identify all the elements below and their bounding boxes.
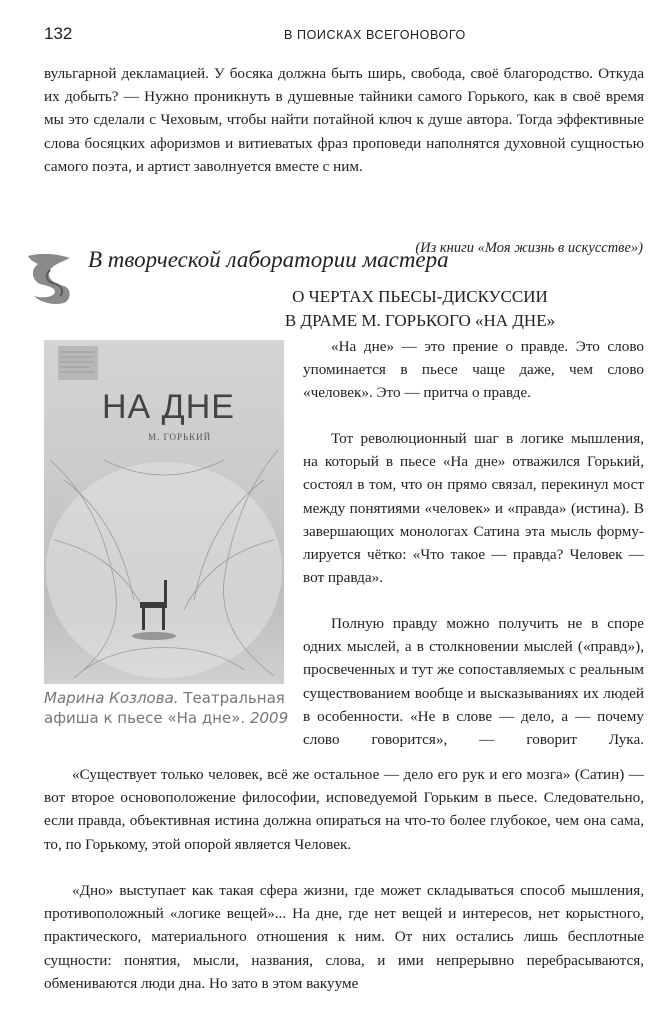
theatre-poster-image xyxy=(44,340,284,684)
caption-year: 2009 xyxy=(245,709,289,727)
section-title: В творческой лаборатории мастера xyxy=(88,247,449,272)
intro-paragraph: вульгарной декламацией. У босяка должна быть ширь, свобода, своё благородство. Откуда их добыть? — Нужно проникнуть в душевные тайники самого Горького, как в своё время мы это сделали с Чеховым, чтобы найти потайной ключ к душе автора. Тогда эффективные слова босяцких афоризмов и витиеватых фраз проповеди наполнятся духовной сущностью самого поэта, и артист заволнуется вместе с ним. xyxy=(44,65,644,175)
article-title-line-1: О ЧЕРТАХ ПЬЕСЫ-ДИСКУССИИ xyxy=(292,287,548,306)
body-paragraph-5: «Дно» выступает как такая сфера жизни, где может складываться способ мышления, противоположный «логике вещей»... На дне, где нет вещей и интересов, нет корыстного, практического, материального отношения к ним. От них остались лишь бесплотные сущности: понятия, мысли, названия, слова, и ими непрерывно перебрасываются, обмениваются люди дна. Но зато в этом вакууме xyxy=(44,882,644,992)
poster-title: НА ДНЕ xyxy=(102,388,235,426)
poster-author: М. ГОРЬКИЙ xyxy=(148,432,212,442)
body-paragraph-2: Тот революционный шаг в логике мышления, на который в пьесе «На дне» отважился Горький, состоял в том, что он прямо связал, перекинул мост между понятиями «человек» и «правда» (истина). В завершающих монологах Сатина эта мысль формулируется чётко: «Что такое — правда? Человек — вот правда». xyxy=(303,430,644,587)
body-paragraph-1: «На дне» — это прение о правде. Это слово упоминается в пьесе чаще даже, чем слово «человек». Это — притча о правде. xyxy=(303,338,644,402)
page-number: 132 xyxy=(44,24,73,43)
image-caption xyxy=(44,688,294,728)
body-paragraph-4: «Существует только человек, всё же остальное — дело его рук и его мозга» (Сатин) — вот второе основоположение философии, исповедуемой Горьким в пьесе. Следовательно, если правда, объективная истина должна опираться на что-то более глубокое, чем она сама, то, по Горькому, этой опорой является Человек. xyxy=(44,766,644,853)
section-ornament-icon xyxy=(24,250,76,306)
body-paragraph-3-wrap xyxy=(303,612,644,751)
caption-artist: Марина Козлова. xyxy=(44,689,179,707)
body-paragraph-3: Полную правду можно получить не в споре одних мыслей, а в столкновении мыслей («правд»), просвеченных и тут же сопоставляемых с реальным существованием вообще и высказываниях их людей в особенности. «Не в слове — дело, а — почему слово говорится», — говорит Лука. xyxy=(303,615,644,749)
article-title xyxy=(200,285,640,333)
caption-text: Театральная афиша к пьесе «На дне». xyxy=(44,689,285,727)
source-attribution: (Из книги «Моя жизнь в искусстве») xyxy=(415,240,643,256)
article-title-line-2: В ДРАМЕ М. ГОРЬКОГО «НА ДНЕ» xyxy=(284,311,556,330)
running-head: В ПОИСКАХ ВСЕГОНОВОГО xyxy=(284,28,466,42)
